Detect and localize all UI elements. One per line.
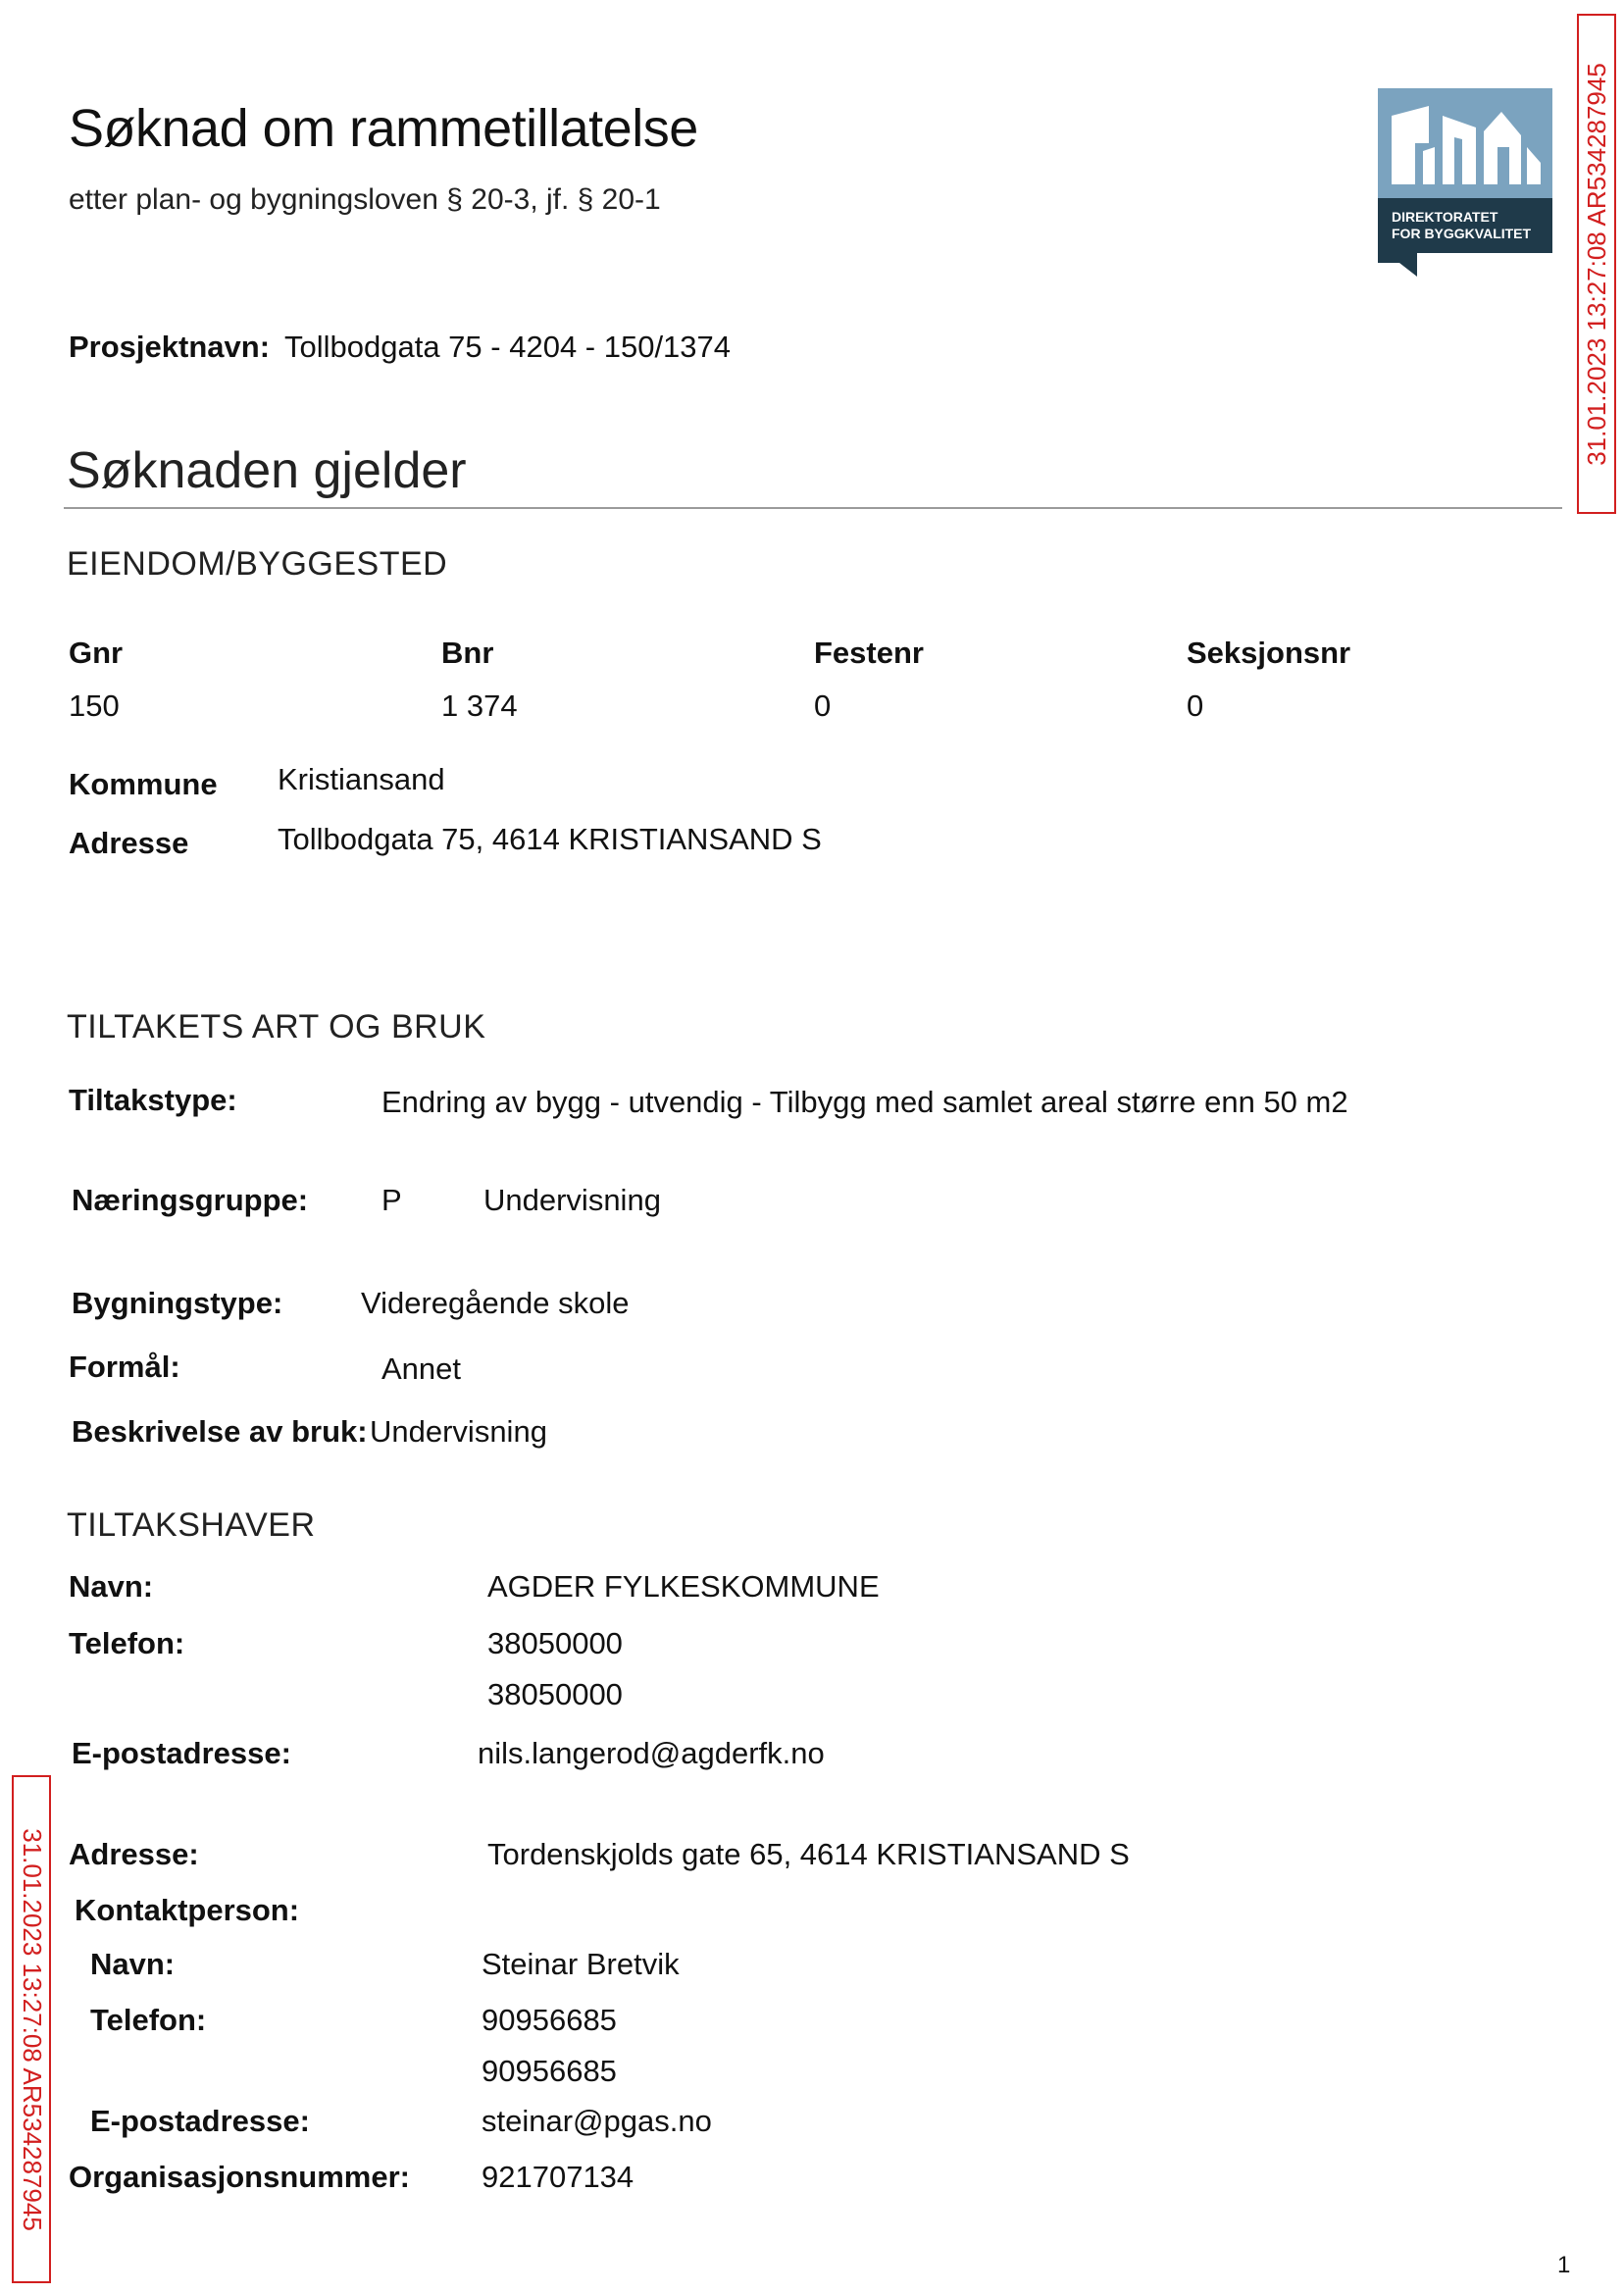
kontaktperson-navn-value: Steinar Bretvik — [482, 1947, 680, 1981]
kontaktperson-label: Kontaktperson: — [75, 1893, 300, 1927]
tiltakshaver-epost-label: E-postadresse: — [72, 1736, 291, 1770]
kommune-value: Kristiansand — [278, 762, 445, 796]
seksjonsnr-value: 0 — [1187, 688, 1204, 723]
adresse-value: Tollbodgata 75, 4614 KRISTIANSAND S — [278, 822, 822, 856]
logo-line2: FOR BYGGKVALITET — [1392, 226, 1532, 241]
project-label: Prosjektnavn: — [69, 330, 271, 364]
tiltakshaver-epost-value: nils.langerod@agderfk.no — [478, 1736, 825, 1770]
organisasjonsnummer-value: 921707134 — [482, 2160, 634, 2194]
document-title: Søknad om rammetillatelse — [69, 99, 698, 158]
timestamp-stamp-bottom — [12, 1775, 51, 2283]
section-divider — [64, 507, 1562, 509]
tiltakshaver-heading: TILTAKSHAVER — [67, 1506, 316, 1544]
tiltakshaver-telefon-value-2: 38050000 — [487, 1677, 623, 1711]
formaal-label: Formål: — [69, 1350, 180, 1384]
project-value: Tollbodgata 75 - 4204 - 150/1374 — [284, 330, 732, 364]
tiltakshaver-telefon-label: Telefon: — [69, 1626, 185, 1660]
kontaktperson-telefon-value-1: 90956685 — [482, 2003, 617, 2037]
tiltakshaver-navn-value: AGDER FYLKESKOMMUNE — [487, 1569, 880, 1604]
seksjonsnr-label: Seksjonsnr — [1187, 636, 1351, 670]
naeringsgruppe-code: P — [381, 1183, 402, 1217]
beskrivelse-bruk-label: Beskrivelse av bruk: — [72, 1414, 368, 1449]
kontaktperson-telefon-label: Telefon: — [90, 2003, 207, 2037]
organisasjonsnummer-label: Organisasjonsnummer: — [69, 2160, 410, 2194]
kontaktperson-epost-label: E-postadresse: — [90, 2104, 310, 2138]
tiltakstype-label: Tiltakstype: — [69, 1083, 237, 1117]
bygningstype-value: Videregående skole — [361, 1286, 630, 1320]
gnr-label: Gnr — [69, 636, 124, 670]
gnr-value: 150 — [69, 688, 120, 723]
logo-line1: DIREKTORATET — [1392, 209, 1498, 225]
naeringsgruppe-value: Undervisning — [483, 1183, 661, 1217]
document-subtitle: etter plan- og bygningsloven § 20-3, jf. § 20-1 — [69, 183, 661, 216]
tiltakshaver-telefon-value-1: 38050000 — [487, 1626, 623, 1660]
timestamp-stamp-top — [1577, 14, 1616, 514]
kontaktperson-epost-value: steinar@pgas.no — [482, 2104, 712, 2138]
festenr-label: Festenr — [814, 636, 924, 670]
tiltakshaver-adresse-value: Tordenskjolds gate 65, 4614 KRISTIANSAND S — [487, 1837, 1130, 1871]
festenr-value: 0 — [814, 688, 832, 723]
bnr-value: 1 374 — [441, 688, 518, 723]
dibk-logo — [1378, 88, 1552, 277]
tiltak-heading: TILTAKETS ART OG BRUK — [67, 1008, 486, 1045]
adresse-label: Adresse — [69, 826, 189, 860]
stamp-text: 31.01.2023 13:27:08 AR534287945 — [1581, 62, 1611, 466]
tiltakshaver-navn-label: Navn: — [69, 1569, 154, 1604]
bnr-label: Bnr — [441, 636, 494, 670]
stamp-text: 31.01.2023 13:27:08 AR534287945 — [17, 1827, 47, 2231]
kontaktperson-navn-label: Navn: — [90, 1947, 176, 1981]
formaal-value: Annet — [381, 1351, 462, 1386]
page-number: 1 — [1557, 2252, 1571, 2278]
naeringsgruppe-label: Næringsgruppe: — [72, 1183, 309, 1217]
kontaktperson-telefon-value-2: 90956685 — [482, 2054, 617, 2088]
beskrivelse-bruk-value: Undervisning — [370, 1414, 547, 1449]
eiendom-heading: EIENDOM/BYGGESTED — [67, 545, 448, 583]
tiltakstype-value: Endring av bygg - utvendig - Tilbygg med samlet areal større enn 50 m2 — [381, 1085, 1348, 1119]
kommune-label: Kommune — [69, 767, 218, 801]
bygningstype-label: Bygningstype: — [72, 1286, 283, 1320]
section-title: Søknaden gjelder — [67, 442, 467, 499]
dibk-logo-icon — [1378, 88, 1552, 277]
tiltakshaver-adresse-label: Adresse: — [69, 1837, 199, 1871]
